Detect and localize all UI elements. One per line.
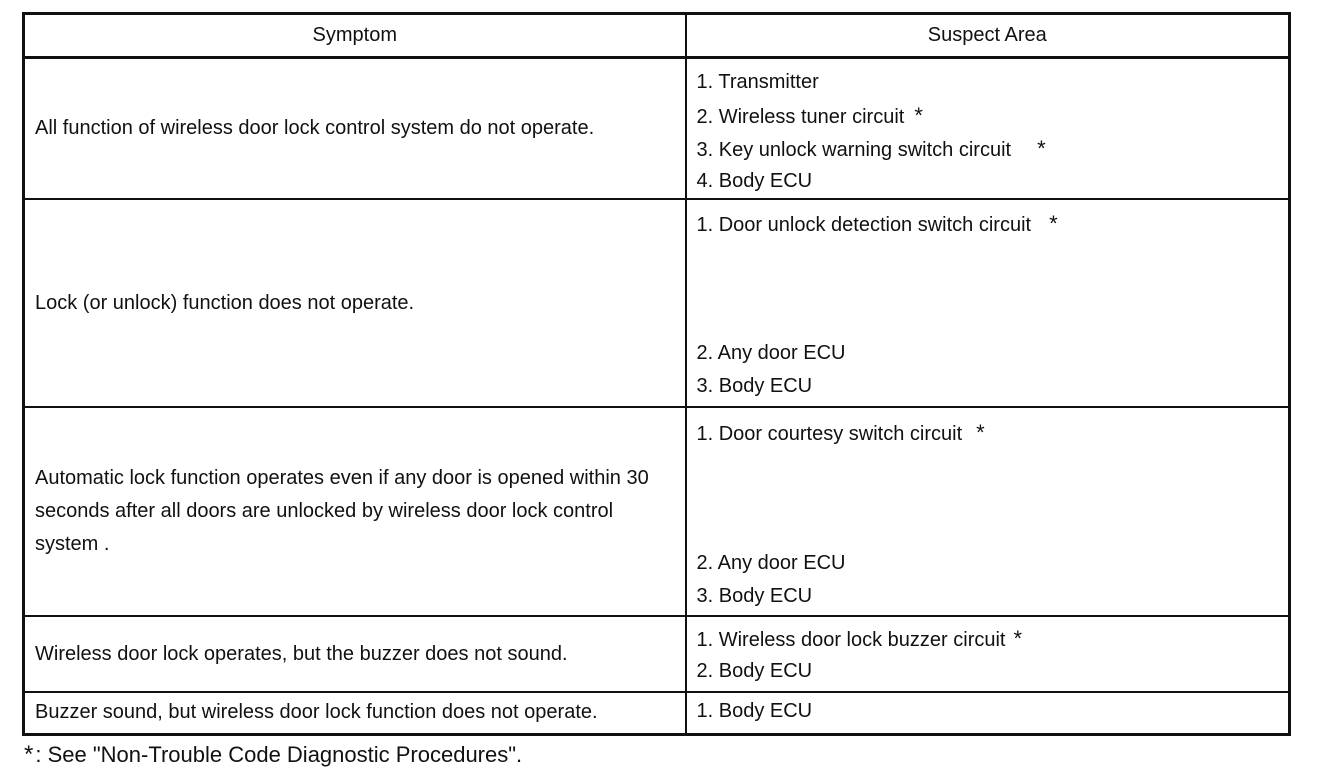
table-row <box>24 58 1290 200</box>
suspect-area-label: 3. Body ECU <box>696 585 813 607</box>
symptom-text: Wireless door lock operates, but the buzzer does not sound. <box>35 642 568 665</box>
footnote-text: : See "Non-Trouble Code Diagnostic Procedures". <box>35 742 523 767</box>
suspect-area-cell <box>686 616 1290 692</box>
suspect-area-header: Suspect Area <box>686 14 1290 58</box>
asterisk-marker: * <box>1037 136 1046 161</box>
suspect-area-list <box>697 59 1289 198</box>
suspect-area-label: 2. Any door ECU <box>696 552 846 574</box>
symptom-header: Symptom <box>24 14 686 58</box>
suspect-area-label: 4. Body ECU <box>696 170 813 192</box>
suspect-area-label: 1. Wireless door lock buzzer circuit <box>696 629 1006 651</box>
suspect-area-label: 1. Door courtesy switch circuit <box>696 423 963 445</box>
suspect-area-list <box>697 693 1289 731</box>
suspect-area-item <box>697 99 923 134</box>
suspect-area-list <box>697 408 1289 615</box>
suspect-area-list <box>697 617 1289 691</box>
suspect-area-item <box>697 622 1023 657</box>
suspect-area-list <box>697 200 1289 406</box>
suspect-area-item <box>697 132 1046 167</box>
symptom-text: Buzzer sound, but wireless door lock function does not operate. <box>35 701 598 724</box>
suspect-area-item <box>697 337 846 370</box>
asterisk-marker: * <box>1049 211 1058 236</box>
footnote <box>24 740 522 770</box>
suspect-area-item <box>697 580 813 613</box>
suspect-area-label: 1. Body ECU <box>696 700 813 722</box>
asterisk-marker: * <box>24 741 34 768</box>
symptom-text: Automatic lock function operates even if any door is opened within 30 seconds after all doors are unlocked by wireless door lock control system . <box>35 467 649 555</box>
symptom-cell <box>24 199 686 407</box>
symptom-cell <box>24 692 686 734</box>
suspect-area-label: 1. Door unlock detection switch circuit <box>696 214 1032 236</box>
suspect-area-cell <box>686 199 1290 407</box>
suspect-area-item <box>697 547 846 580</box>
table-row <box>24 407 1290 616</box>
suspect-area-cell <box>686 58 1290 200</box>
table-row <box>24 692 1290 734</box>
suspect-area-label: 1. Transmitter <box>696 71 819 93</box>
symptom-cell <box>24 407 686 616</box>
symptom-cell <box>24 58 686 200</box>
suspect-area-item <box>697 66 819 99</box>
table-row <box>24 616 1290 692</box>
symptom-text: All function of wireless door lock control system do not operate. <box>35 117 595 139</box>
table-row <box>24 199 1290 407</box>
header-row <box>24 14 1290 58</box>
suspect-area-item <box>697 370 813 403</box>
suspect-area-label: 3. Body ECU <box>696 375 813 397</box>
suspect-area-item <box>697 207 1058 242</box>
suspect-area-cell <box>686 407 1290 616</box>
suspect-area-label: 2. Body ECU <box>696 660 813 682</box>
suspect-area-item <box>697 695 813 728</box>
suspect-area-item <box>697 655 813 688</box>
asterisk-marker: * <box>976 420 985 445</box>
suspect-area-label: 3. Key unlock warning switch circuit <box>696 139 1012 161</box>
suspect-area-item <box>697 416 985 451</box>
symptom-text: Lock (or unlock) function does not operate. <box>35 291 415 314</box>
asterisk-marker: * <box>1013 626 1023 651</box>
suspect-area-cell <box>686 692 1290 734</box>
symptom-cell <box>24 616 686 692</box>
asterisk-marker: * <box>914 103 923 128</box>
suspect-area-item <box>697 165 813 198</box>
suspect-area-label: 2. Any door ECU <box>696 342 846 364</box>
suspect-area-label: 2. Wireless tuner circuit <box>696 106 905 128</box>
diagnosis-table <box>22 12 1291 736</box>
